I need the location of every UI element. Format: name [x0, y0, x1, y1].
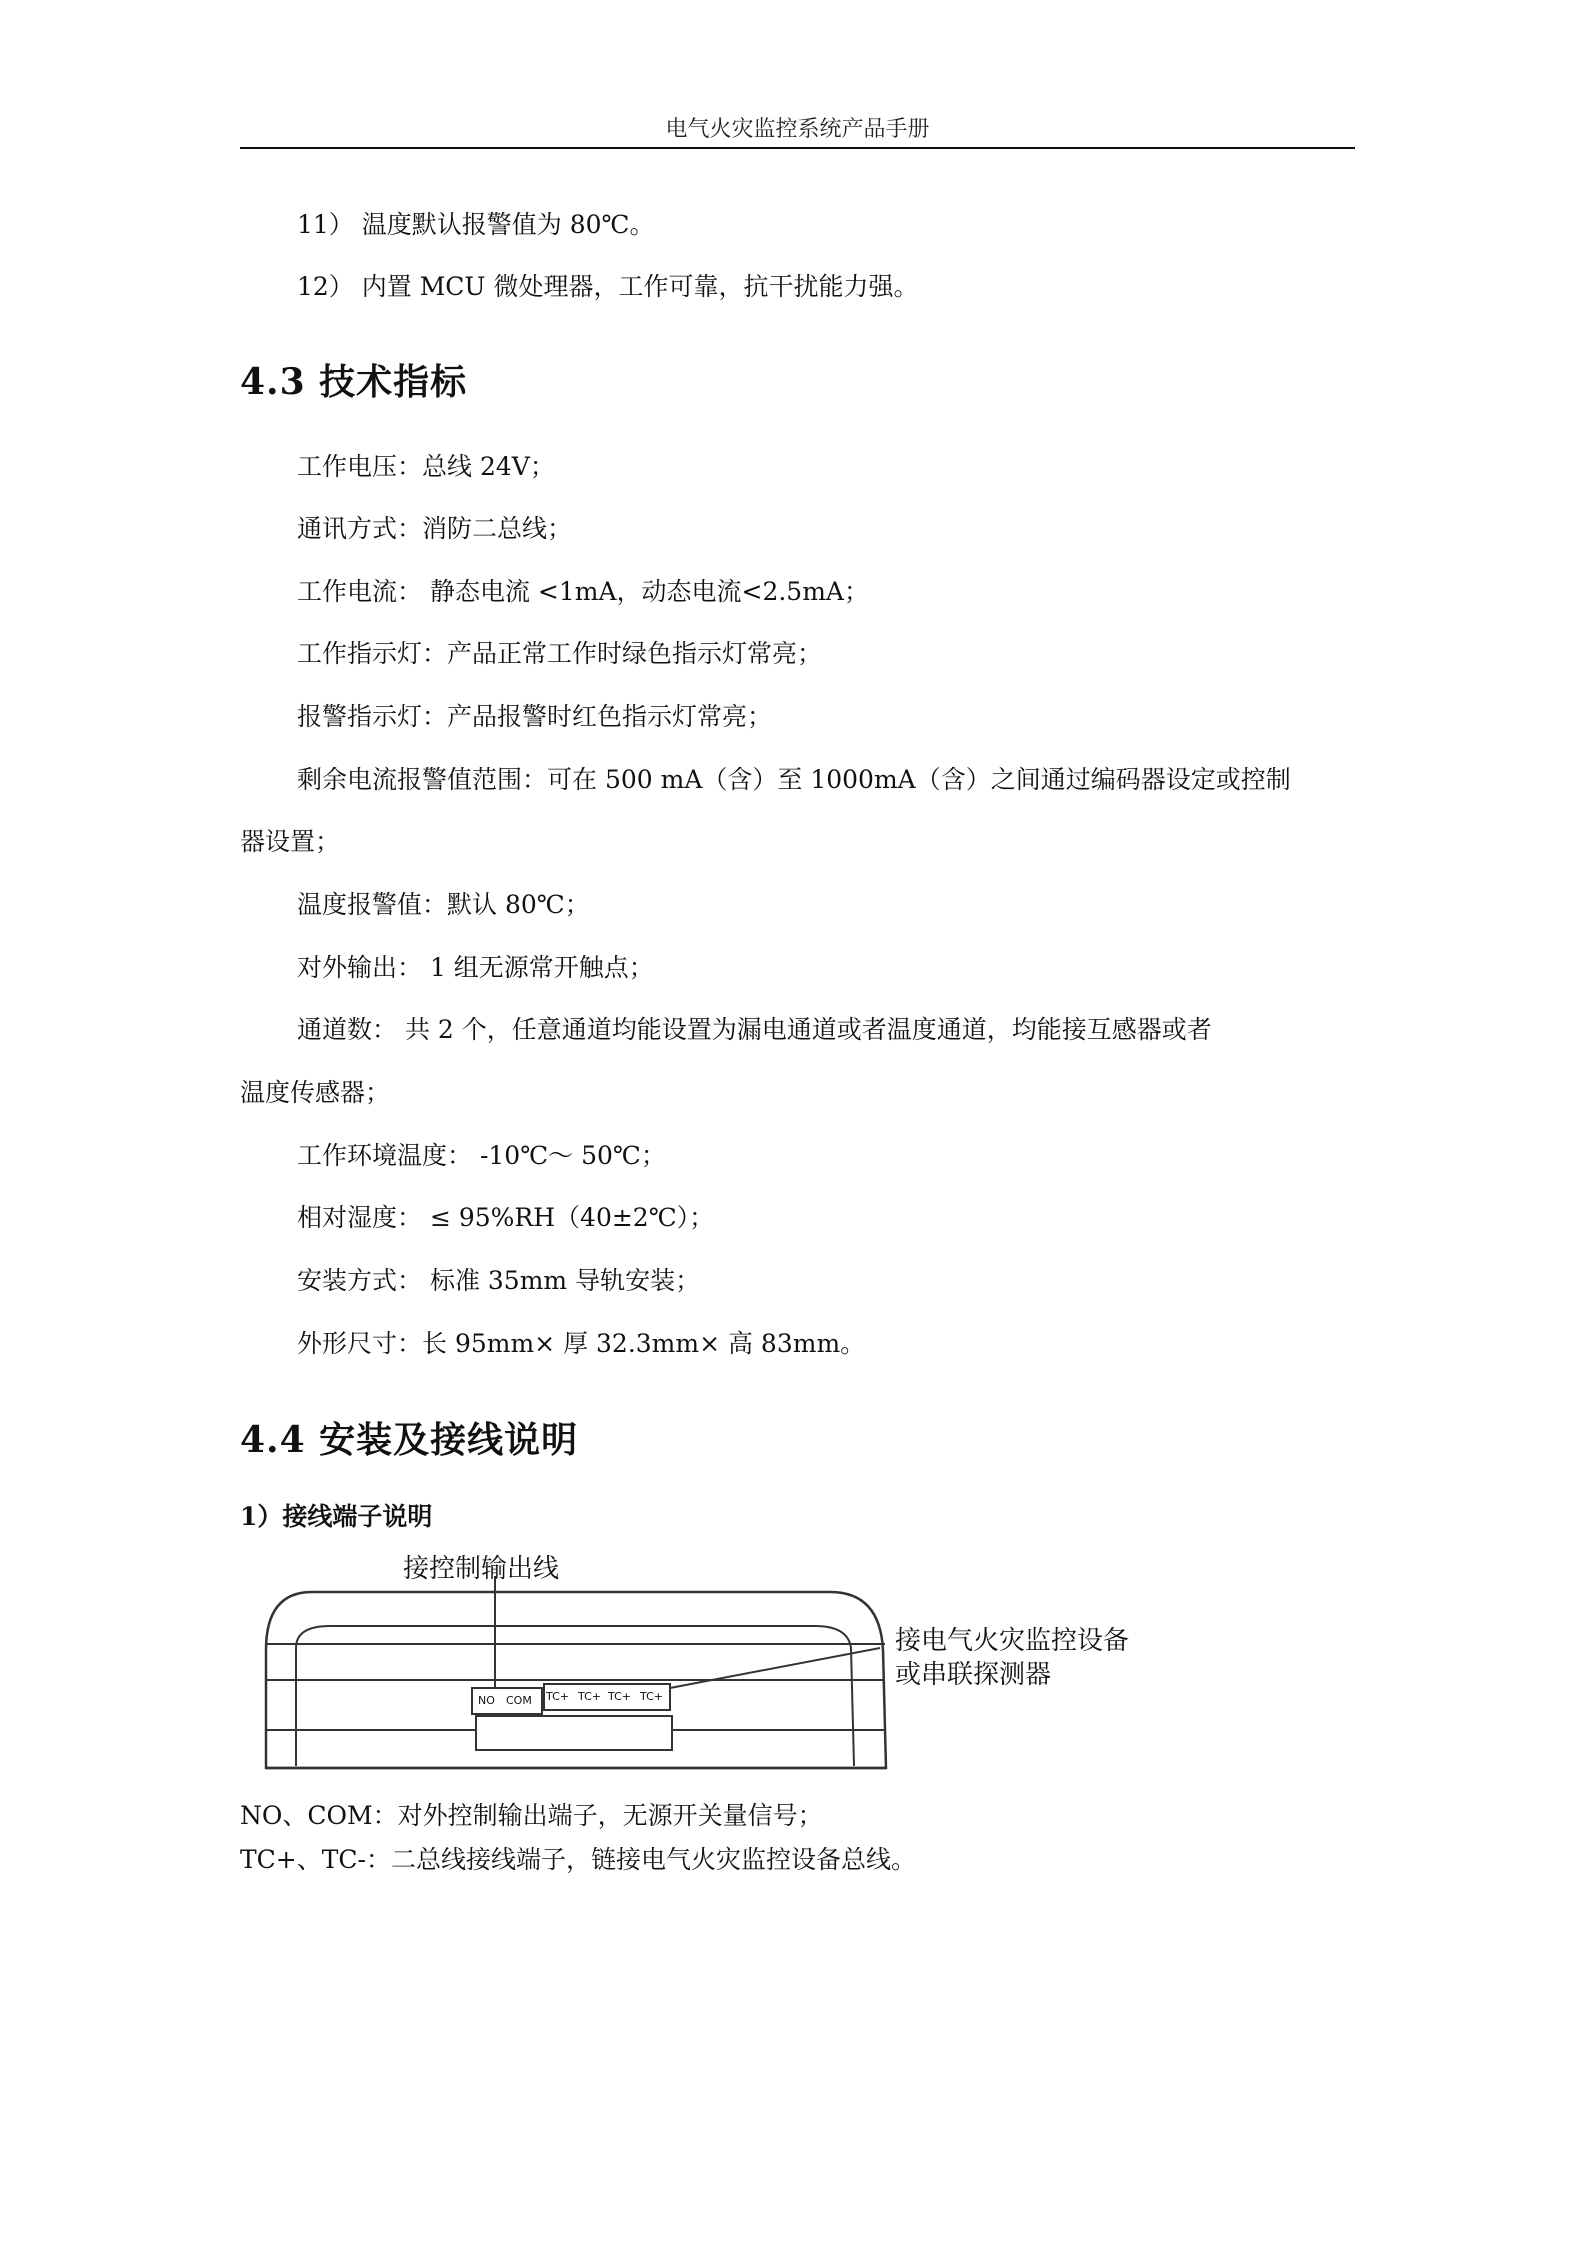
spec-ambient-temperature: 工作环境温度： -10℃～ 50℃；	[297, 1141, 666, 1170]
note-tc-terminals: TC+、TC-：二总线接线端子，链接电气火灾监控设备总线。	[240, 1845, 917, 1874]
feature-item-11: 11） 温度默认报警值为 80℃。	[297, 210, 655, 239]
spec-temperature-alarm: 温度报警值：默认 80℃；	[297, 890, 590, 919]
section-title-4-4: 4.4 安装及接线说明	[240, 1419, 579, 1461]
spec-working-voltage: 工作电压：总线 24V；	[297, 452, 555, 481]
spec-installation: 安装方式： 标准 35mm 导轨安装；	[297, 1266, 701, 1295]
terminal-tc-3: TC+	[608, 1690, 631, 1703]
spec-relative-humidity: 相对湿度： ≤ 95%RH（40±2℃）；	[297, 1203, 715, 1232]
spec-residual-current-range: 剩余电流报警值范围：可在 500 mA（含）至 1000mA（含）之间通过编码器设定或控制	[297, 765, 1291, 794]
label-bus-connection-line2: 或串联探测器	[895, 1660, 1052, 1690]
spec-channels-cont: 温度传感器；	[240, 1078, 391, 1107]
label-bus-connection-line1: 接电气火灾监控设备	[895, 1626, 1130, 1656]
spec-residual-current-range-cont: 器设置；	[240, 827, 341, 856]
spec-external-output: 对外输出： 1 组无源常开触点；	[297, 953, 654, 982]
label-control-output: 接控制输出线	[403, 1554, 560, 1584]
spec-channels: 通道数： 共 2 个，任意通道均能设置为漏电通道或者温度通道，均能接互感器或者	[297, 1015, 1212, 1044]
terminal-no: NO	[478, 1694, 495, 1707]
terminal-tc-4: TC+	[640, 1690, 663, 1703]
terminal-com: COM	[506, 1694, 532, 1707]
terminal-tc-1: TC+	[546, 1690, 569, 1703]
spec-working-current: 工作电流： 静态电流 <1mA，动态电流<2.5mA；	[297, 577, 869, 606]
spec-work-indicator: 工作指示灯：产品正常工作时绿色指示灯常亮；	[297, 639, 823, 668]
page-header-title: 电气火灾监控系统产品手册	[665, 117, 930, 142]
section-title-4-3: 4.3 技术指标	[240, 361, 468, 403]
header-divider	[240, 147, 1355, 149]
note-no-com-terminals: NO、COM：对外控制输出端子，无源开关量信号；	[240, 1801, 823, 1830]
spec-alarm-indicator: 报警指示灯：产品报警时红色指示灯常亮；	[297, 702, 773, 731]
feature-item-12: 12） 内置 MCU 微处理器，工作可靠，抗干扰能力强。	[297, 272, 919, 301]
wiring-terminal-diagram	[240, 1540, 1200, 1780]
label-bus-connection	[895, 1624, 1129, 1692]
subheading-terminal-description: 1）接线端子说明	[240, 1502, 433, 1531]
spec-communication: 通讯方式：消防二总线；	[297, 514, 573, 543]
terminal-tc-2: TC+	[578, 1690, 601, 1703]
spec-dimensions: 外形尺寸：长 95mm× 厚 32.3mm× 高 83mm。	[297, 1329, 866, 1358]
